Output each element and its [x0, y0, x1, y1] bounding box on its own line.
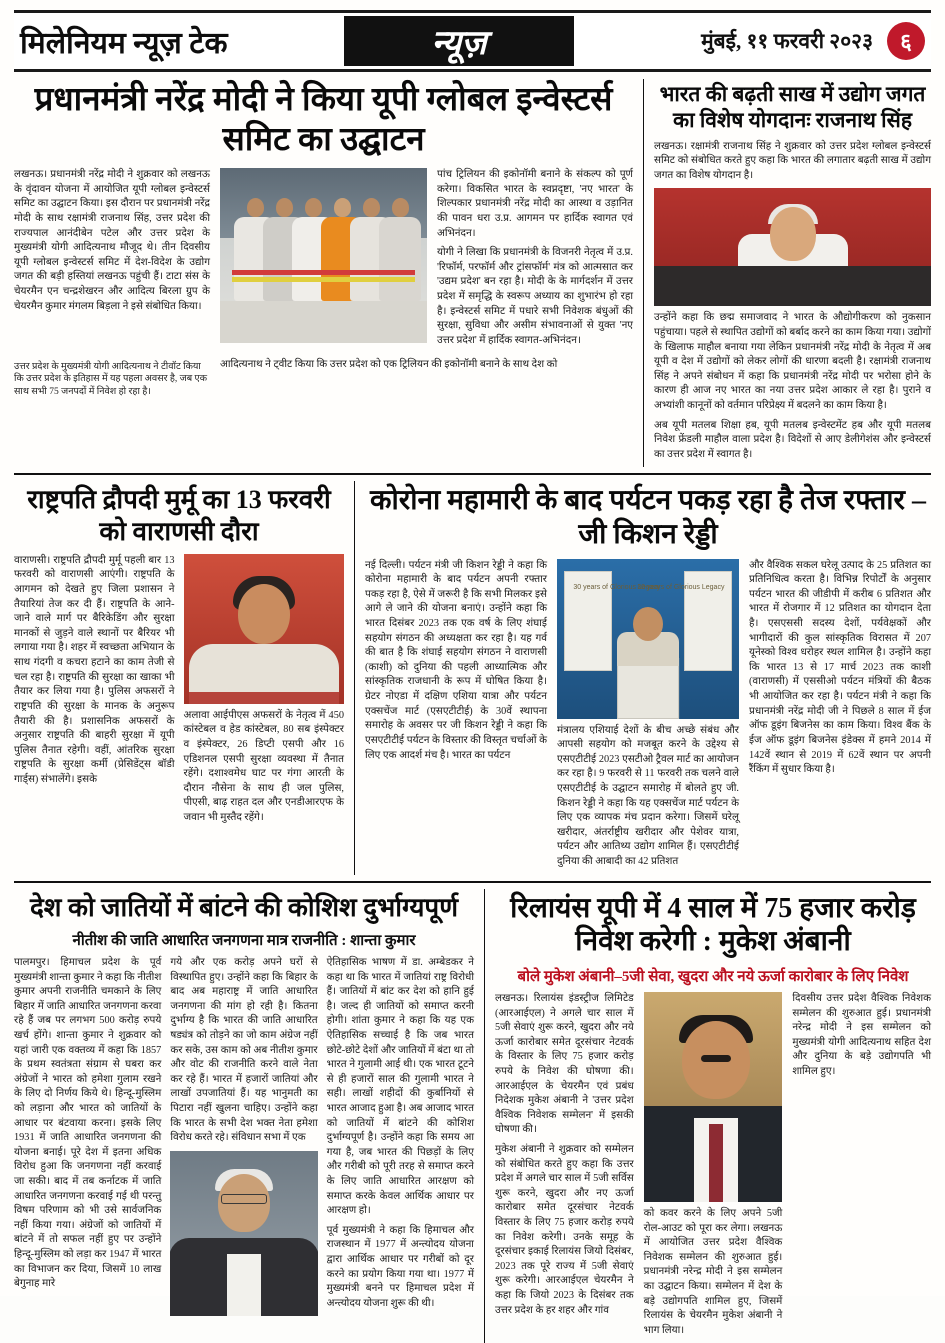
rajnath-paragraph-1: लखनऊ। रक्षामंत्री राजनाथ सिंह ने शुक्रवार को उत्तर प्रदेश ग्लोबल इन्वेस्टर्स समिट को संबोधित करते हुए कहा कि भारत की लगातार बढ़ती साख में उद्योग जगत का विशेष योगदान है। [654, 140, 931, 181]
section-word: न्यूज़ [431, 25, 487, 62]
castes-subhead: नीतीश की जाति आधारित जनगणना मात्र राजनीति : शान्ता कुमार [72, 932, 416, 949]
lead-paragraph-4: आदित्यनाथ ने ट्वीट किया कि उत्तर प्रदेश को एक ट्रिलियन की इकोनॉमी बनाने के साथ देश को [220, 358, 558, 370]
lead-col3-text [220, 358, 633, 373]
rajnath-paragraph-2: उन्होंने कहा कि छद्म समाजवाद ने भारत के औद्योगीकरण को नुकसान पहुंचाया। पहले से स्थापित उद्योगों को बर्बाद करने का काम किया गया। उद्योगों के खिलाफ माहौल बनाया गया लेकिन प्रधानमंत्री नरेंद्र मोदी के नेतृत्व में अब यूपी व देश में उद्योगों को लेकर लोगों की धारणा बदली है। रक्षामंत्री राजनाथ सिंह ने अपने संबोधन में कहा कि प्रधानमंत्री नरेंद्र मोदी पर भरोसा होने के कारण ही आज नए भारत का नया उत्तर प्रदेश आकार ले रहा है। पुराने व अभ्यांशी कानूनों को वर्तमान परिप्रेक्ष्य में बदलने का काम किया है। [654, 312, 931, 411]
rajnath-intro [654, 140, 931, 184]
castes-photo-shanta [170, 1151, 317, 1316]
rajnath-headline: भारत की बढ़ती साख में उद्योग जगत का विशेष योगदानः राजनाथ सिंह [659, 82, 926, 133]
murmu-photo [184, 554, 345, 704]
reliance-headline: रिलायंस यूपी में 4 साल में 75 हजार करोड़ निवेश करेगी : मुकेश अंबानी [510, 892, 916, 958]
castes-paragraph-3: ऐतिहासिक भाषण में डा. अम्बेडकर ने कहा था कि भारत में जातियां राष्ट्र विरोधी हैं। जातियों में बांट कर देश को हानि हुई है। जल्द ही जातियों को समाप्त करनी होगी। शांता कुमार ने कहा कि यह एक ऐतिहासिक सच्चाई है कि जब भारत छोटे-छोटे देशों और जातियों में बंटा था तो भारत ने गुलामी आई थी। एक भारत टूटने से ही हजारों साल की गुलामी भारत ने सही। लाखों शहीदों की कुर्बानियों से भारत आजाद हुआ है। अब आजाद भारत को जातियों में बांटने की कोशिश दुर्भाग्यपूर्ण है। उन्होंने कहा कि समय आ गया है, जब भारत की पिछड़ों के लिए और गरीबी को पूरी तरह से समाप्त करने के लिए जाति आधारित आरक्षण को समाप्त करके केवल आर्थिक आधार पर आरक्षण हो। [326, 956, 474, 1217]
tourism-col1 [365, 559, 547, 764]
tourism-col2 [557, 724, 739, 870]
tourism-paragraph-3: और वैश्विक सकल घरेलू उत्पाद के 25 प्रतिशत का प्रतिनिधित्व करता है। विभिन्न रिपोर्टों के अनुसार पर्यटन भारत की जीडीपी में करीब 6 प्रतिशत और भारत में रोजगार में 12 प्रतिशत का योगदान देता है। एसएससी सदस्य देशों, पर्यवेक्षकों और भागीदारों की कुल सांस्कृतिक विरासत में 207 यूनेस्को विश्व धरोहर स्थल शामिल है। उन्होंने कहा कि भारत 13 से 17 मार्च 2023 तक काशी (वाराणसी) में एससीओ पर्यटन मंत्रियों की बैठक भी आयोजित कर रहा है। पर्यटन मंत्री ने कहा कि प्रधानमंत्री नरेंद्र मोदी जी ने पिछले 8 साल में ईज ऑफ डूइंग बिजनेस का काम किया। विश्व बैंक के ईज ऑफ डूइंग बिजनेस इंडेक्स में हमने 2014 में 142वें स्थान से 2019 में 62वें स्थान पर अपनी रैंकिंग में सुधार किया है। [749, 559, 931, 776]
murmu-col1 [14, 554, 175, 788]
castes-col1 [14, 956, 161, 1292]
lead-headline: प्रधानमंत्री नरेंद्र मोदी ने किया यूपी ग्लोबल इन्वेस्टर्स समिट का उद्घाटन [34, 82, 613, 158]
castes-paragraph-2: गये और एक करोड़ अपने घरों से विस्थापित हुए। उन्होंने कहा कि बिहार के बाद अब महाराष्ट्र में जाति आधारित जनगणना की मांग हो रही है। कितना दुर्भाग्य है कि भारत की जाति आधारित षड्यंत्र को तोड़ने का जो काम अंग्रेज नहीं कर सके, उस काम को अब नीतीश कुमार और वोट की राजनीति करने वाले नेता कर रहे हैं। भारत में हजारों जातियां और लाखों उपजातियां हैं। यह भानुमती का पिटारा नहीं खुलना चाहिए। उन्होंने कहा कि भारत के सभी देश भक्त नेता हमेशा विरोध करते रहे। संविधान सभा में एक [170, 956, 318, 1144]
masthead [14, 10, 931, 72]
divider-1 [14, 473, 931, 475]
tourism-col3 [749, 559, 931, 778]
lead-paragraph-2: पांच ट्रिलियन की इकोनॉमी बनाने के संकल्प को पूर्ण करेगा। विकसित भारत के स्वप्नदृष्टा, 'नए भारत' के शिल्पकार प्रधानमंत्री नरेंद्र मोदी का आस्था व उड़ानित की पावन धरा उ.प्र. आगमन पर हार्दिक स्वागत एवं अभिनंदन। [437, 169, 633, 239]
row-second [14, 481, 931, 874]
murmu-paragraph-2: अलावा आईपीएस अफसरों के नेतृत्व में 450 कांस्टेबल व हेड कांस्टेबल, 80 सब इंस्पेक्टर व इंस्पेक्टर, 26 डिप्टी एसपी और 16 एडिशनल एसपी सुरक्षा व्यवस्था में तैनात रहेंगे। दशाश्वमेध घाट पर गंगा आरती के दौरान नौसेना के साथ ही जल पुलिस, पीएसी, बाढ़ राहत दल और एनडीआरएफ के जवान भी मुस्तैद रहेंगे। [183, 709, 344, 824]
tourism-photo-reddy: 30 years of Glorious Legacy 30 years of Glorious Legacy [557, 559, 739, 719]
publication-title: मिलेनियम न्यूज़ टेक [20, 26, 228, 60]
reliance-story [484, 889, 931, 1343]
divider-2 [14, 881, 931, 883]
page-number-badge: ६ [887, 22, 925, 60]
reliance-col3 [792, 992, 931, 1080]
tourism-paragraph-1: नई दिल्ली। पर्यटन मंत्री जी किशन रेड्डी ने कहा कि कोरोना महामारी के बाद पर्यटन अपनी रफ्तार पकड़ रहा है, ऐसे में जरूरी है कि सभी मिलकर इसे आगे ले जाने की योजना बनाएं। उन्होंने कहा कि भारत दिसंबर 2023 तक एक वर्ष के लिए शंघाई सहयोग संगठन की अध्यक्षता कर रहा है। यह गर्व की बात है कि शंघाई सहयोग संगठन ने वाराणसी (काशी) को दुनिया की पहली आध्यात्मिक और सांस्कृतिक राजधानी के रूप में घोषित किया है। ग्रेटर नोएडा में दक्षिण एशिया यात्रा और पर्यटन एक्सचेंज मार्ट (एसएटीटीई) के 30वें स्थापना समारोह के अवसर पर जी किशन रेड्डी ने कहा कि एसएटीटीई पर्यटन के विस्तार की विस्तृत चर्चाओं के लिए एक आदर्श मंच है। भारत का पर्यटन [365, 559, 547, 761]
edition-dateline: मुंबई, ११ फरवरी २०२३ [701, 29, 873, 53]
tourism-story [354, 481, 931, 874]
tourism-paragraph-2: मंत्रालय एशियाई देशों के बीच अच्छे संबंध और आपसी सहयोग को मजबूत करने के उद्देश्य से एसएटीटीई 2023 एसटीओ ट्रैवल मार्ट का आयोजन कर रहा है। 9 फरवरी से 11 फरवरी तक चलने वाले एसएटीटीई के उद्घाटन समारोह में बोलते हुए जी. किशन रेड्डी ने कहा कि यह एक्सचेंज मार्ट पर्यटन के लिए एक व्यापक मंच प्रदान करेगा। जिसमें घरेलू खरीदार, अंतर्राष्ट्रीय खरीदार और पेशेवर यात्रा, पर्यटन और आतिथ्य उद्योग शामिल हैं। एसएटीटीई दुनिया की आबादी का 42 प्रतिशत [557, 724, 739, 868]
reliance-paragraph-4: दिवसीय उत्तर प्रदेश वैश्विक निवेशक सम्मेलन की शुरुआत हुई। प्रधानमंत्री नरेन्द्र मोदी ने इस सम्मेलन को मुख्यमंत्री योगी आदित्यनाथ सहित देश और दुनिया के बड़े उद्योगपति भी शामिल हुए। [792, 992, 932, 1077]
rajnath-paragraph-3: अब यूपी मतलब शिक्षा हब, यूपी मतलब इन्वेस्टमेंट हब और यूपी मतलब निवेश फ्रेंडली माहौल वाला प्रदेश है। विदेशों से आए डेलीगेशंस और इन्वेस्टर्स का उत्तर प्रदेश में स्वागत है। [654, 419, 931, 460]
reliance-paragraph-3: को कवर करने के लिए अपने 5जी रोल-आउट को पूरा कर लेगा। लखनऊ में आयोजित उत्तर प्रदेश वैश्विक निवेशक सम्मेलन की शुरुआत हुई। प्रधानमंत्री नरेन्द्र मोदी ने इस सम्मेलन का उद्घाटन किया। सम्मेलन में देश के बड़े उद्योगपति शामिल हुए, जिसमें रिलायंस के चेयरमैन मुकेश अंबानी ने भाग लिया। [643, 1207, 783, 1336]
reliance-col2 [644, 1207, 783, 1338]
reliance-photo-ambani [644, 992, 783, 1202]
row-lead [14, 79, 931, 467]
murmu-headline: राष्ट्रपति द्रौपदी मुर्मू का 13 फरवरी को वाराणसी दौरा [27, 485, 331, 546]
masthead-right [574, 13, 931, 69]
murmu-story [14, 481, 344, 874]
lead-col2-text [437, 168, 633, 348]
lead-col1-text [14, 168, 210, 314]
castes-paragraph-1: पालमपुर। हिमाचल प्रदेश के पूर्व मुख्यमंत्री शान्ता कुमार ने कहा कि नीतीश कुमार अपनी राजनीति चमकाने के लिए बिहार में जाति आधारित जनगणना करवा रहे हैं जब पर लगभग 500 करोड़ रुपये खर्च होंगे। शान्ता कुमार ने शुक्रवार को यहां जारी एक वक्तव्य में कहा कि 1857 के प्रथम स्वतंत्रता संग्राम से घबरा कर अंग्रेजों ने भारत को हमेशा गुलाम रखने के लिए दो निर्णय किये थे। हिन्दू-मुस्लिम को लड़ाना और भारत को जातियों के आधार पर बंटवाया करना। इसके लिए 1931 में जाति आधारित जनगणना की योजना बनाई। पूरे देश में इतना अधिक विरोध हुआ कि जनगणना नहीं करवाई जा सकी। बाद में तब कर्नाटक में जाति आधारित जनगणना करवाई गई थी परन्तु विषम परिणाम को भी उसे सार्वजनिक नहीं किया गया। अंग्रेजों को जातियों में बांटने में तो सफल नहीं हुए पर उन्होंने हिन्दू-मुस्लिम को लड़ा कर 1947 में भारत का विभाजन कर दिया, जिसमें 10 लाख बेगुनाह मारे [14, 956, 162, 1290]
rajnath-photo [654, 188, 931, 306]
castes-headline: देश को जातियों में बांटने की कोशिश दुर्भाग्यपूर्ण [29, 892, 458, 922]
murmu-paragraph-1: वाराणसी। राष्ट्रपति द्रौपदी मुर्मू पहली बार 13 फरवरी को वाराणसी आएंगी। राष्ट्रपति के आगमन को देखते हुए जिला प्रशासन ने तैयारियां तेज कर दी हैं। राष्ट्रपति के आने-जाने वाले मार्ग पर बैरिकेडिंग और सुरक्षा मानकों से जुड़ने वाले स्थानों पर बैरियर भी लगाया गया है। शहर में स्वच्छता अभियान के साथ गंदगी व कचरा हटाने का काम तेजी से चल रहा है। राष्ट्रपति की सुरक्षा का खाका भी तैयार कर लिया गया है। पुलिस अफसरों ने राष्ट्रपति की सुरक्षा के मानक के अनुरूप तैयारी की है। प्रशासनिक अफसरों के अनुसार राष्ट्रपति की बाहरी सुरक्षा में यूपी पुलिस तैनात रहेगी। वहीं, आंतरिक सुरक्षा राष्ट्रपति के सुरक्षा कर्मी (प्रेसिडेंट्स बॉडी गार्ड्स) संभालेंगे। इसके [14, 554, 175, 785]
masthead-center-band [344, 16, 574, 66]
reliance-paragraph-1: लखनऊ। रिलायंस इंडस्ट्रीज लिमिटेड (आरआईएल) ने अगले चार साल में 5जी सेवाएं शुरू करने, खुदरा और नये ऊर्जा कारोबार समेत दूरसंचार नेटवर्क के विस्तार के लिए 75 हजार करोड़ रुपये के निवेश की घोषणा की। आरआईएल के चेयरमैन एवं प्रबंध निदेशक मुकेश अंबानी ने 'उत्तर प्रदेश वैश्विक निवेशक सम्मेलन' में इसकी घोषणा की। [495, 992, 634, 1136]
murmu-col2 [184, 709, 345, 826]
lead-story [14, 79, 633, 467]
row-third [14, 889, 931, 1343]
page-content [14, 79, 931, 1343]
reliance-paragraph-2: मुकेश अंबानी ने शुक्रवार को सम्मेलन को संबोधित करते हुए कहा कि उत्तर प्रदेश में अगले चार साल में 5जी सर्विस शुरू करने, खुदरा और नए ऊर्जा कारोबार समेत दूरसंचार नेटवर्क विस्तार के लिए 75 हजार करोड़ रुपये का निवेश करेगी। उनके समूह के दूरसंचार इकाई रिलायंस जियो दिसंबर, 2023 तक पूरे राज्य में 5जी सेवाएं शुरू करेगी। आरआईएल चेयरमैन ने कहा कि जियो 2023 के दिसंबर तक उत्तर प्रदेश के हर शहर और गांव [495, 1143, 634, 1316]
lead-photo-caption: उत्तर प्रदेश के मुख्यमंत्री योगी आदित्यनाथ ने टीवॉट किया कि उत्तर प्रदेश के इतिहास में यह पहला अवसर है, जब एक साथ सभी 75 जनपदों में निवेश हो रहा है। [14, 361, 208, 398]
castes-col2 [170, 956, 317, 1146]
reliance-subhead: बोले मुकेश अंबानी–5जी सेवा, खुदरा और नये ऊर्जा कारोबार के लिए निवेश [517, 968, 909, 985]
castes-col3 [327, 956, 474, 1312]
rajnath-story [643, 79, 931, 467]
castes-paragraph-4: पूर्व मुख्यमंत्री ने कहा कि हिमाचल और राजस्थान में 1977 में अन्त्योदय योजना द्वारा आर्थिक आधार पर गरीबों को दूर करने का प्रयोग किया गया था। 1977 में मुख्यमंत्री बनने पर हिमाचल प्रदेश में अन्त्योदय योजना शुरू की थी। [326, 1224, 474, 1309]
lead-photo-inauguration [220, 168, 427, 343]
masthead-logo [14, 13, 344, 69]
castes-story [14, 889, 474, 1343]
reliance-col1 [495, 992, 634, 1318]
tourism-headline: कोरोना महामारी के बाद पर्यटन पकड़ रहा है तेज रफ्तार – जी किशन रेड्डी [370, 485, 926, 551]
lead-paragraph-3: योगी ने लिखा कि प्रधानमंत्री के विजनरी नेतृत्व में उ.प्र. 'रिफॉर्म, परफॉर्म और ट्रांसफॉर्म' मंत्र को आत्मसात कर 'उद्यम प्रदेश' बन रहा है। मोदी के के मार्गदर्शन में उत्तर प्रदेश में समृद्धि के स्वरूप अध्याय का शुभारंभ हो रहा है। इन्वेस्टर्स समिट में पधारे सभी निवेशक बंधुओं की सुरक्षा, सुविधा और असीम संभावनाओं से युक्त 'नए उत्तर प्रदेश' में हार्दिक स्वागत-अभिनंदन। [437, 247, 633, 346]
lead-paragraph-1: लखनऊ। प्रधानमंत्री नरेंद्र मोदी ने शुक्रवार को लखनऊ के वृंदावन योजना में आयोजित यूपी ग्लोबल इन्वेस्टर्स समिट का उद्घाटन किया। इस दौरान पर प्रधानमंत्री नरेंद्र मोदी के साथ रक्षामंत्री राजनाथ सिंह, उत्तर प्रदेश की राज्यपाल आनंदीबेन पटेल और उत्तर प्रदेश के मुख्यमंत्री योगी आदित्यनाथ मौजूद थे। तीन दिवसीय यूपी ग्लोबल इन्वेस्टर्स समिट में देश-विदेश के उद्योग जगत की बड़ी हस्तियां लखनऊ पहुंची हैं। टाटा संस के चेयरमैन एन चन्द्रशेखरन और आदित्य बिरला ग्रुप के चेयरमैन कुमार मंगलम बिड़ला ने इसे संबोधित किया। [14, 169, 210, 312]
rajnath-body [654, 311, 931, 462]
